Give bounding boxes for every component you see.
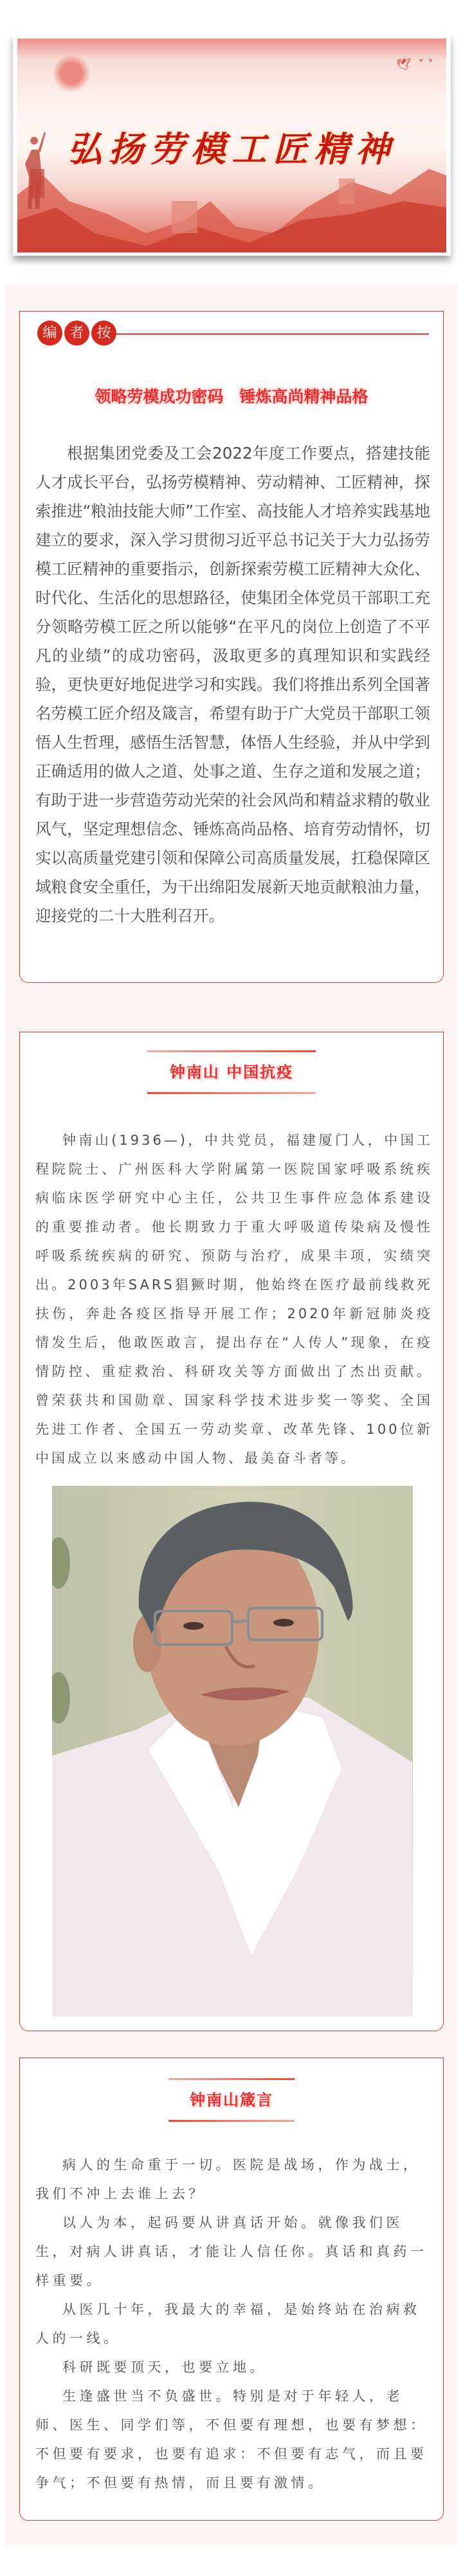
portrait-graphic bbox=[52, 1486, 413, 2016]
banner-title: 弘扬劳模工匠精神 bbox=[67, 128, 397, 170]
profile-card bbox=[19, 1032, 444, 2031]
portrait-photo bbox=[52, 1486, 413, 2016]
sun-graphic bbox=[53, 55, 90, 92]
divider bbox=[168, 2120, 295, 2122]
quotes-card bbox=[19, 2058, 444, 2521]
quote-paragraph: 病人的生命重于一切。医院是战场，作为战士，我们不冲上去谁上去？ bbox=[35, 2157, 421, 2201]
paragraph: 根据集团党委及工会2022年度工作要点，搭建技能人才成长平台，弘扬劳模精神、劳动精神、工匠精神，探索推进“粮油技能大师”工作室、高技能人才培养实践基地建立的要求，深入学习贯彻习近平总书记关于大力弘扬劳模工匠精神的重要指示，创新探索劳模工匠精神大众化、时代化、生活化的思想路径，使集团全体党员干部职工充分领略劳模工匠之所以能够“在平凡的岗位上创造了不平凡的业绩”的成功密码，汲取更多的真理知识和实践经验，更快更好地促进学习和实践。我们将推出系列全国著名劳模工匠介绍及箴言，希望有助于广大党员干部职工领悟人生哲理，感悟生活智慧，体悟人生经验，并从中学到正确适用的做人之道、处事之道、生存之道和发展之道；有助于进一步营造劳动光荣的社会风尚和精益求精的敬业风气，坚定理想信念、锤炼高尚品格、培育劳动情怀，切实以高质量党建引领和保障公司高质量发展，扛稳保障区域粮食安全重任，为干出绵阳发展新天地贡献粮油力量，迎接党的二十大胜利召开。 bbox=[35, 444, 430, 925]
quotes-heading: 钟南山箴言 bbox=[190, 2091, 273, 2109]
tag-char: 编 bbox=[37, 321, 62, 346]
tag-char: 按 bbox=[91, 321, 116, 346]
quote-paragraph: 生逢盛世当不负盛世。特别是对于年轻人，老师、医生、同学们等，不但要有理想，也要有梦想：不但要有要求，也要有追求：不但要有志气，而且要争气；不但要有热情，而且要有激情。 bbox=[35, 2388, 428, 2491]
birds-icon: 🕊 ︎ ˅ ˅ bbox=[395, 58, 433, 71]
profile-heading: 钟南山 中国抗疫 bbox=[169, 1063, 294, 1081]
quote-paragraph: 科研既要顶天，也要立地。 bbox=[62, 2360, 267, 2375]
tag-char: 者 bbox=[64, 321, 89, 346]
paragraph: 钟南山(1936—)，中共党员，福建厦门人，中国工程院院士、广州医科大学附属第一医院国家呼吸系统疾病临床医学研究中心主任，公共卫生事件应急体系建设的重要推动者。他长期致力于重大呼吸道传染病及慢性呼吸系统疾病的研究、预防与治疗，成果丰项，实绩突出。2003年SARS猖獗时期，他始终在医疗最前线救死扶伤，奔赴各疫区指导开展工作；2020年新冠肺炎疫情发生后，他敢医敢言，提出存在“人传人”现象，在疫情防控、重症救治、科研攻关等方面做出了杰出贡献。曾荣获共和国勋章、国家科学技术进步奖一等奖、全国先进工作者、全国五一劳动奖章、改革先锋、100位新中国成立以来感动中国人物、最美奋斗者等。 bbox=[35, 1133, 433, 1466]
quotes-body bbox=[35, 2151, 434, 2498]
divider bbox=[116, 333, 429, 335]
profile-body bbox=[35, 1126, 433, 1473]
editor-note-body bbox=[35, 439, 430, 930]
divider bbox=[147, 1092, 316, 1094]
quotes-heading-box bbox=[20, 2078, 443, 2122]
header-banner bbox=[13, 33, 451, 256]
profile-heading-box bbox=[20, 1050, 443, 1094]
editor-note-card bbox=[19, 311, 444, 983]
quote-paragraph: 以人为本，起码要从讲真话开始。就像我们医生，对病人讲真话，才能让人信任你。真话和真药一样重要。 bbox=[35, 2215, 428, 2288]
quote-paragraph: 从医几十年，我最大的幸福，是始终站在治病救人的一线。 bbox=[35, 2302, 421, 2346]
banner-image bbox=[17, 39, 446, 252]
editor-note-tag bbox=[37, 321, 116, 346]
editor-note-subheading: 领略劳模成功密码 锤炼高尚精神品格 bbox=[95, 387, 368, 406]
